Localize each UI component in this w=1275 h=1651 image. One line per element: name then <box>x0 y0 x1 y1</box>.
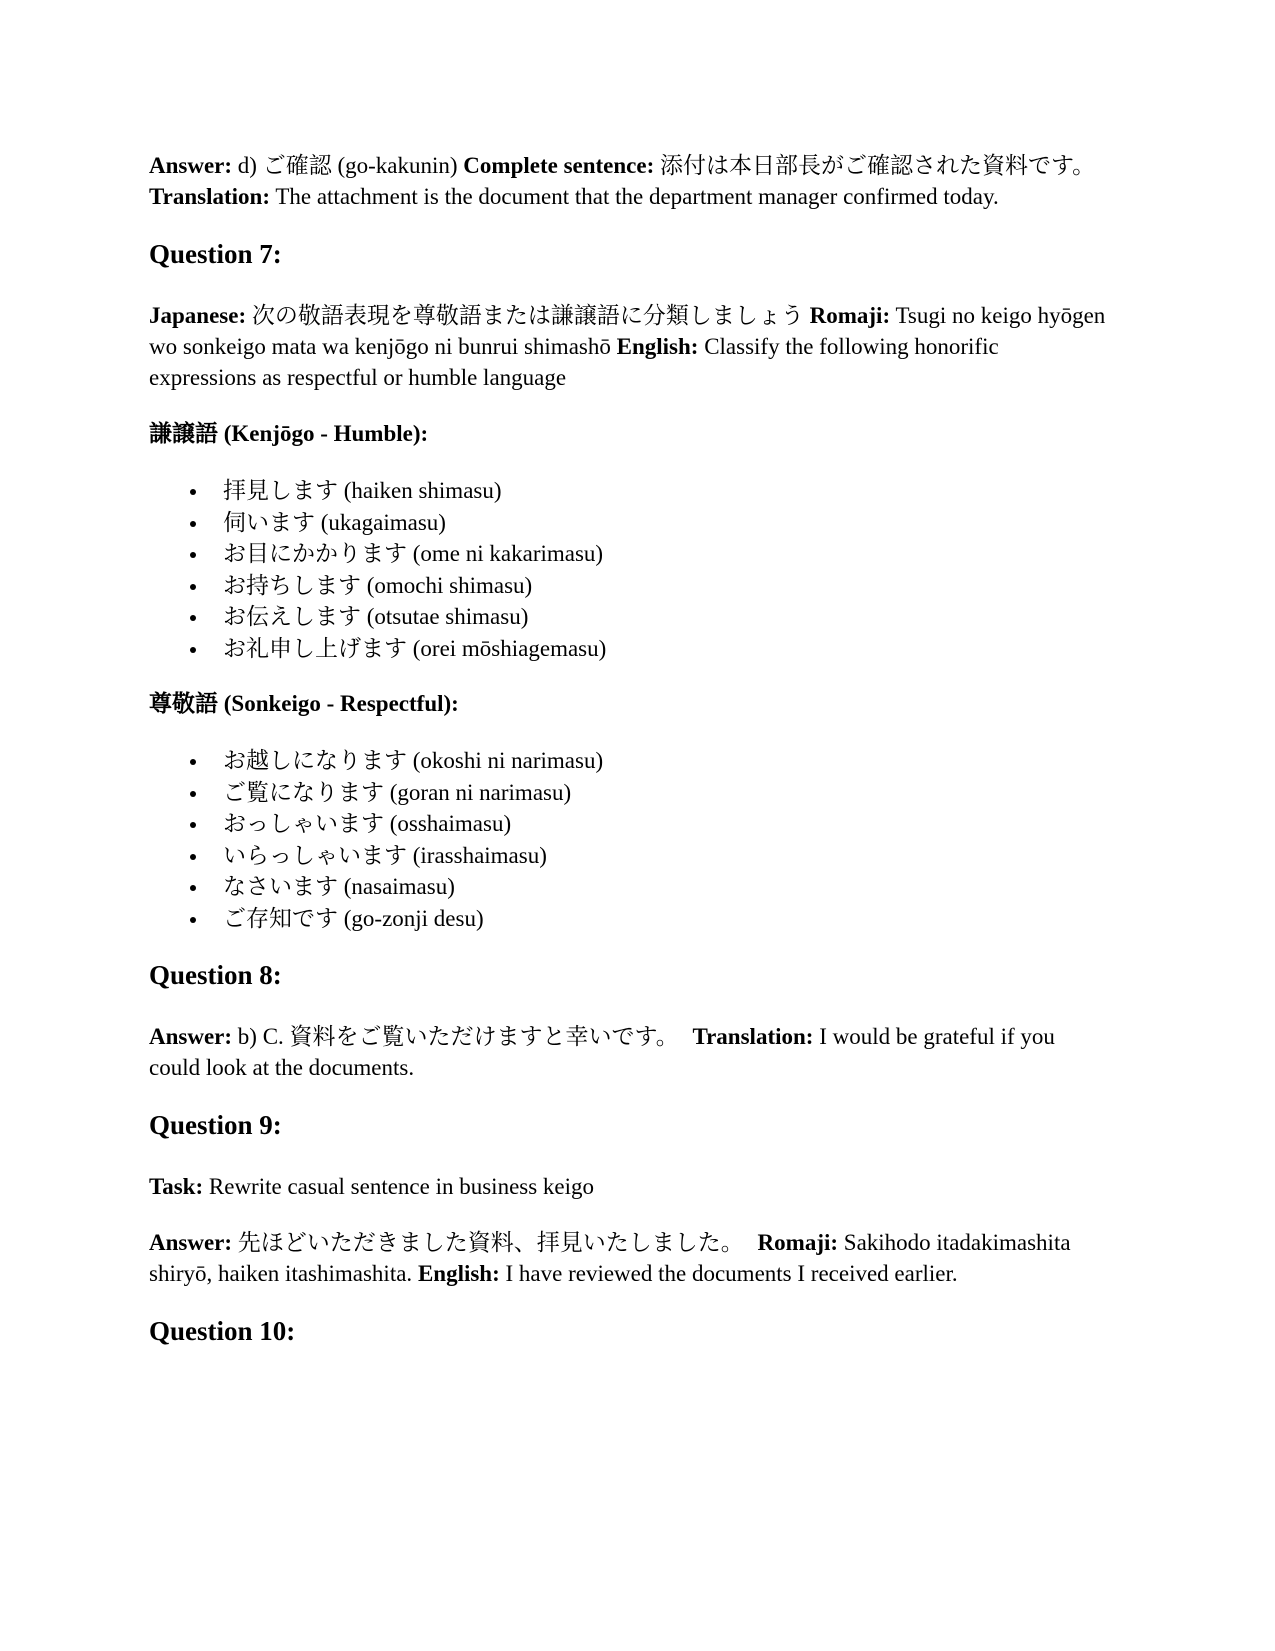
list-item: なさいます (nasaimasu) <box>149 871 1109 903</box>
translation-label: Translation: <box>692 1024 814 1049</box>
english-text: I have reviewed the documents I received earlier. <box>505 1261 958 1286</box>
list-item: おっしゃいます (osshaimasu) <box>149 808 1109 840</box>
question-10-heading: Question 10: <box>149 1316 296 1346</box>
answer-label: Answer: <box>149 1024 233 1049</box>
q7-prompt-paragraph <box>149 300 1109 393</box>
task-text: Rewrite casual sentence in business keigo <box>208 1174 595 1199</box>
answer-label: Answer: <box>149 153 233 178</box>
english-text: Classify the following honorific expressions as respectful or humble language <box>149 334 999 390</box>
english-label: English: <box>616 334 699 359</box>
document-page <box>149 150 1109 1377</box>
q6-answer-paragraph <box>149 150 1109 212</box>
japanese-text: 次の敬語表現を尊敬語または謙譲語に分類しましょう <box>251 303 804 328</box>
list-item: ご存知です (go-zonji desu) <box>149 903 1109 935</box>
list-item: いらっしゃいます (irasshaimasu) <box>149 840 1109 872</box>
answer-label: Answer: <box>149 1230 233 1255</box>
translation-text: The attachment is the document that the department manager confirmed today. <box>275 184 999 209</box>
complete-sentence-label: Complete sentence: <box>463 153 655 178</box>
answer-text: b) C. 資料をご覧いただけますと幸いです。 <box>237 1024 679 1049</box>
task-label: Task: <box>149 1174 204 1199</box>
list-item: 拝見します (haiken shimasu) <box>149 475 1109 507</box>
q9-task-paragraph <box>149 1171 1109 1202</box>
romaji-label: Romaji: <box>757 1230 839 1255</box>
sonkeigo-list <box>149 745 1109 934</box>
list-item: お伝えします (otsutae shimasu) <box>149 601 1109 633</box>
q8-answer-paragraph <box>149 1021 1109 1083</box>
english-label: English: <box>417 1261 500 1286</box>
q9-answer-paragraph <box>149 1227 1109 1289</box>
romaji-text: Sakihodo itadakimashita shiryō, haiken itashimashita. <box>149 1230 1071 1286</box>
complete-sentence-text: 添付は本日部長がご確認された資料です。 <box>660 153 1096 178</box>
romaji-label: Romaji: <box>809 303 891 328</box>
list-item: ご覧になります (goran ni narimasu) <box>149 777 1109 809</box>
list-item: お礼申し上げます (orei mōshiagemasu) <box>149 633 1109 665</box>
sonkeigo-heading: 尊敬語 (Sonkeigo - Respectful): <box>149 691 459 716</box>
kenjogo-list <box>149 475 1109 664</box>
japanese-label: Japanese: <box>149 303 247 328</box>
list-item: お越しになります (okoshi ni narimasu) <box>149 745 1109 777</box>
question-9-heading: Question 9: <box>149 1110 282 1140</box>
question-8-heading: Question 8: <box>149 960 282 990</box>
kenjogo-heading: 謙譲語 (Kenjōgo - Humble): <box>149 421 429 446</box>
answer-text: 先ほどいただきました資料、拝見いたしました。 <box>237 1230 744 1255</box>
list-item: 伺います (ukagaimasu) <box>149 507 1109 539</box>
romaji-text: Tsugi no keigo hyōgen wo sonkeigo mata wa kenjōgo ni bunrui shimashō <box>149 303 1106 359</box>
list-item: お目にかかります (ome ni kakarimasu) <box>149 538 1109 570</box>
list-item: お持ちします (omochi shimasu) <box>149 570 1109 602</box>
question-7-heading: Question 7: <box>149 239 282 269</box>
answer-text: d) ご確認 (go-kakunin) <box>237 153 458 178</box>
translation-label: Translation: <box>149 184 270 209</box>
translation-text: I would be grateful if you could look at the documents. <box>149 1024 1055 1080</box>
